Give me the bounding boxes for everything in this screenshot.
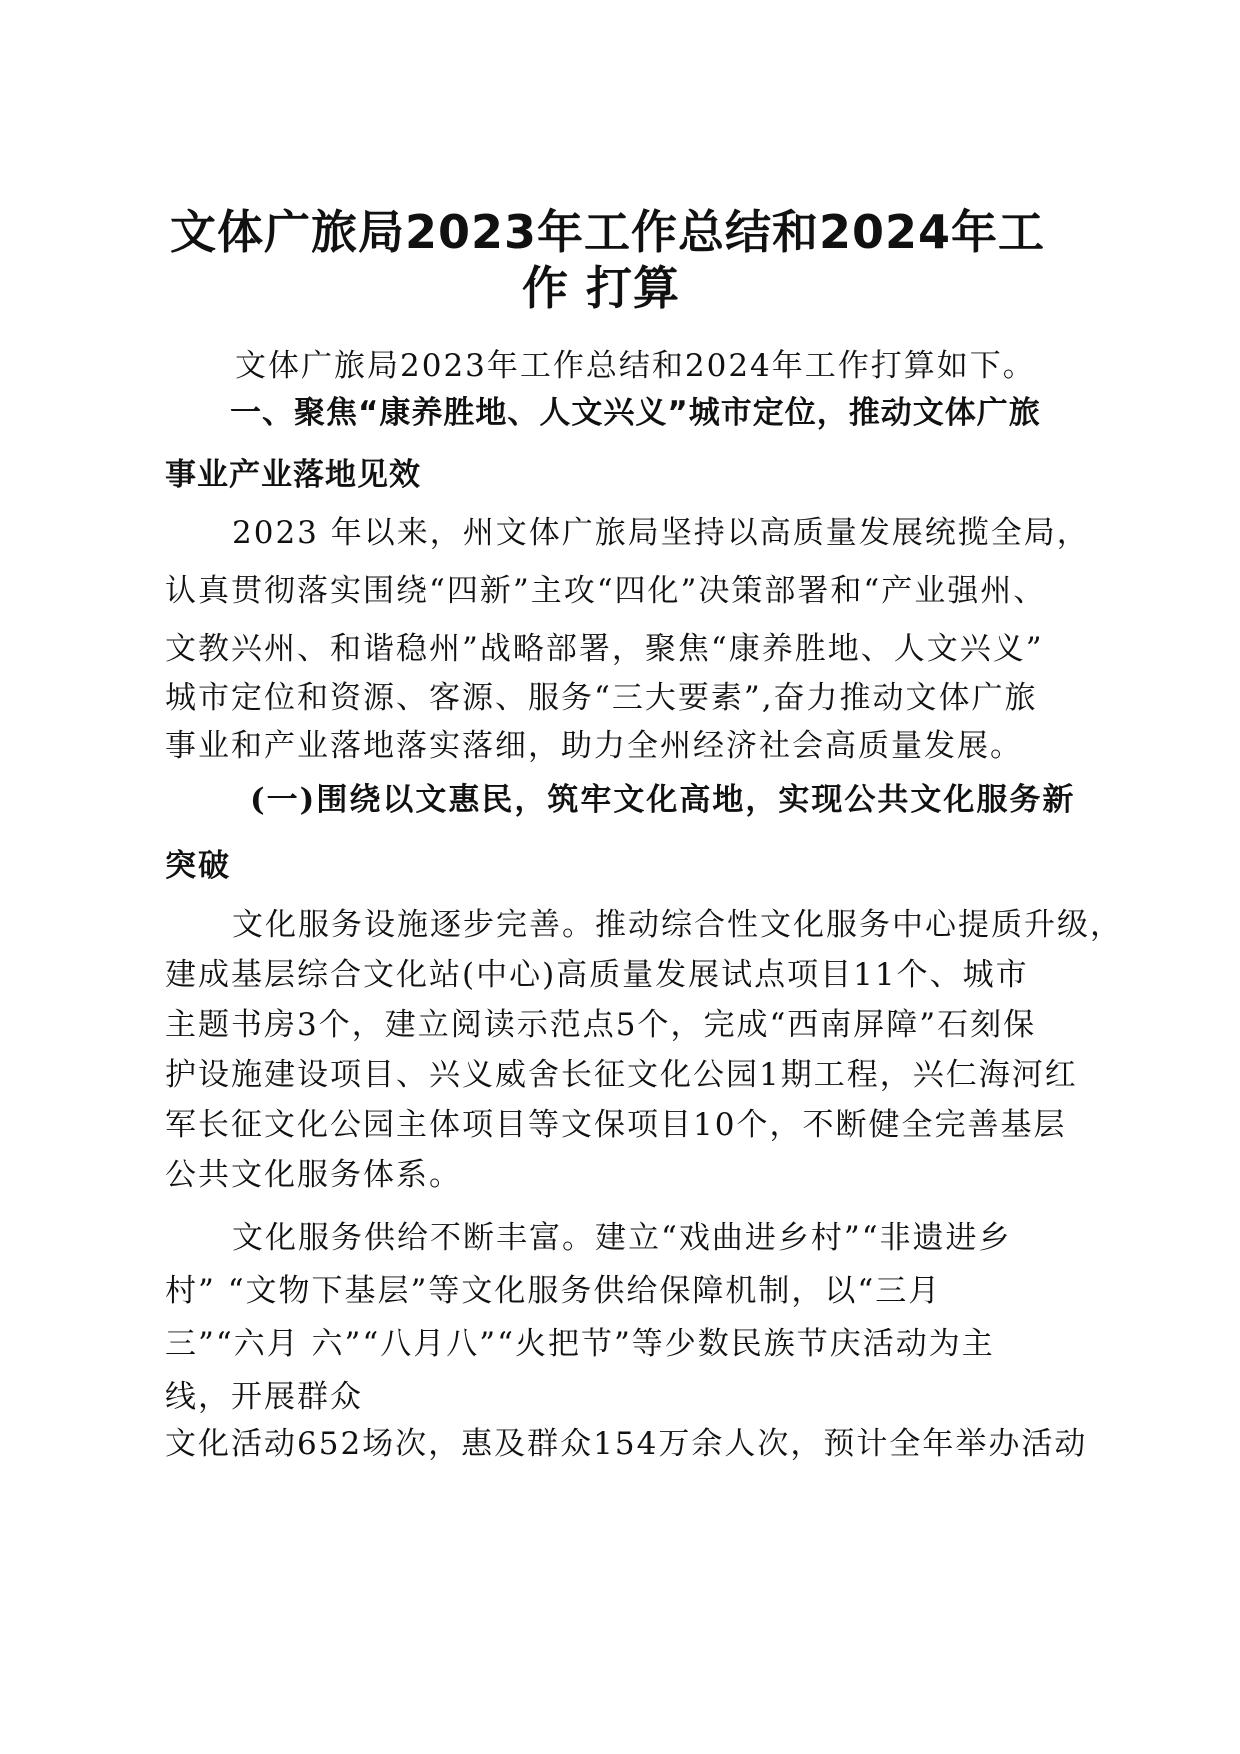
- section-1-paragraph-line: 事业和产业落地落实落细，助力全州经济社会高质量发展。: [165, 728, 1023, 764]
- document-title-line-2: 作 打算: [522, 261, 681, 315]
- intro-paragraph: 文体广旅局2023年工作总结和2024年工作打算如下。: [235, 348, 1036, 384]
- subsection-1-heading-line-2: 突破: [165, 848, 231, 884]
- subsection-1-paragraph-2-line: 文化服务供给不断丰富。建立“戏曲进乡村”“非遗进乡: [232, 1220, 1012, 1256]
- subsection-1-paragraph-1-line: 建成基层综合文化站(中心)高质量发展试点项目11个、城市: [165, 957, 1029, 993]
- subsection-1-paragraph-2-line: 村” “文物下基层”等文化服务供给保障机制，以“三月: [165, 1273, 942, 1309]
- section-1-heading-line-1: 一、聚焦“康养胜地、人文兴义”城市定位，推动文体广旅: [230, 395, 1041, 431]
- subsection-1-heading-line-1: (一)围绕以文惠民，筑牢文化高地，实现公共文化服务新: [250, 782, 1076, 818]
- document-title-line-1: 文体广旅局2023年工作总结和2024年工: [170, 205, 1046, 259]
- subsection-1-paragraph-1-line: 军长征文化公园主体项目等文保项目10个，不断健全完善基层: [165, 1107, 1067, 1143]
- section-1-paragraph-line: 2023 年以来，州文体广旅局坚持以高质量发展统揽全局，: [232, 515, 1090, 551]
- section-1-paragraph-line: 城市定位和资源、客源、服务“三大要素”,奋力推动文体广旅: [165, 680, 1038, 716]
- subsection-1-paragraph-1-line: 公共文化服务体系。: [165, 1157, 462, 1193]
- subsection-1-paragraph-1-line: 护设施建设项目、兴义威舍长征文化公园1期工程，兴仁海河红: [165, 1057, 1078, 1093]
- subsection-1-paragraph-2-line: 文化活动652场次，惠及群众154万余人次，预计全年举办活动: [165, 1426, 1088, 1462]
- subsection-1-paragraph-1-line: 主题书房3个，建立阅读示范点5个，完成“西南屏障”石刻保: [165, 1007, 1037, 1043]
- subsection-1-paragraph-2-line: 线，开展群众: [165, 1379, 363, 1415]
- subsection-1-paragraph-1-line: 文化服务设施逐步完善。推动综合性文化服务中心提质升级，: [232, 907, 1123, 943]
- section-1-paragraph-line: 认真贯彻落实围绕“四新”主攻“四化”决策部署和“产业强州、: [165, 573, 1047, 609]
- section-1-paragraph-line: 文教兴州、和谐稳州”战略部署，聚焦“康养胜地、人文兴义”: [165, 631, 1044, 667]
- subsection-1-paragraph-2-line: 三”“六月 六”“八月八”“火把节”等少数民族节庆活动为主: [165, 1326, 995, 1362]
- section-1-heading-line-2: 事业产业落地见效: [165, 457, 421, 493]
